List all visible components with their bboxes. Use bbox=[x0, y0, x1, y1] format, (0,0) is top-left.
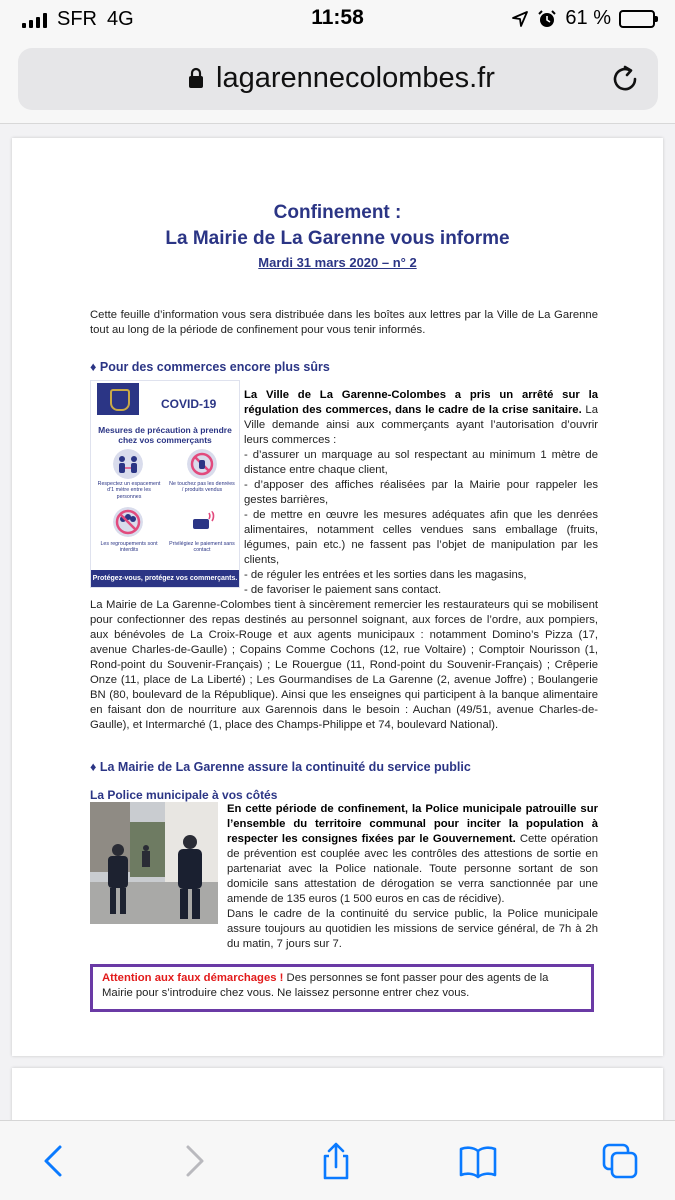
warning-box bbox=[90, 964, 594, 1012]
browser-chrome bbox=[0, 38, 675, 124]
poster-caption-4: Privilégiez le paiement sans contact bbox=[169, 541, 235, 554]
address-bar[interactable] bbox=[18, 48, 658, 110]
no-touch-icon bbox=[187, 449, 217, 479]
poster-caption-1: Respectez un espacement d’1 mètre entre les personnes bbox=[97, 481, 161, 500]
back-icon[interactable] bbox=[34, 1141, 74, 1181]
covid-poster bbox=[90, 380, 240, 588]
police-paragraph-2: Dans le cadre de la continuité du service public, la Police municipale assure toujours au quotidien les missions de service général, de 7h à 2h du matin, 7 jours sur 7. bbox=[227, 908, 598, 950]
commerces-item: - d’assurer un marquage au sol respectant au minimum 1 mètre de distance entre chaque client, bbox=[244, 449, 598, 476]
section-title-commerces: ♦ Pour des commerces encore plus sûrs bbox=[90, 360, 330, 374]
browser-toolbar bbox=[0, 1120, 675, 1200]
commerces-item: - de réguler les entrées et les sorties dans les magasins, bbox=[244, 569, 527, 581]
share-icon[interactable] bbox=[316, 1141, 356, 1181]
police-subtitle: La Police municipale à vos côtés bbox=[90, 788, 278, 802]
poster-caption-2: Ne touchez pas les denrées / produits vendus bbox=[169, 481, 235, 494]
police-text bbox=[227, 802, 598, 952]
doc-title-line1: Confinement : bbox=[273, 202, 402, 223]
poster-subtitle: Mesures de précaution à prendre chez vos commerçants bbox=[98, 425, 232, 445]
doc-title-line2: La Mairie de La Garenne vous informe bbox=[165, 228, 510, 249]
commerces-item: - de mettre en œuvre les mesures adéquates afin que les denrées alimentaires, notamment celles vendues sans emballage (fruits, légumes, pain etc.) ne fassent pas l’objet de manipulation par les clients, bbox=[244, 509, 598, 566]
police-photo bbox=[90, 802, 218, 924]
alarm-icon bbox=[537, 9, 557, 29]
warning-text: Des personnes se font passer pour des agents de la Mairie pour s’introduire chez vous. Ne laissez personne entrer chez vous. bbox=[102, 972, 549, 999]
police-rest: Cette opération de prévention est couplée avec les contrôles des attestions de sortie en partenariat avec la Police nationale. Toute personne sortant de son domicile sans attestation de dérogation se verra sanctionnée par une amende de 135 euros (1 500 euros en cas de récidive). bbox=[227, 833, 598, 905]
commerces-text bbox=[244, 388, 598, 598]
url-text[interactable]: lagarennecolombes.fr bbox=[216, 62, 495, 94]
contactless-payment-icon bbox=[187, 507, 217, 537]
commerces-bold: La Ville de La Garenne-Colombes a pris un arrêté sur la régulation des commerces, dans le cadre de la crise sanitaire. bbox=[244, 389, 598, 416]
doc-date-line: Mardi 31 mars 2020 – n° 2 bbox=[258, 255, 417, 270]
remerciements-paragraph: La Mairie de La Garenne-Colombes tient à sincèrement remercier les restaurateurs qui se mobilisent pour confectionner des repas destinés au personnel soignant, aux forces de l’ordre, aux pompiers, aux bénévoles de La Croix-Rouge et aux agents municipaux : notamment Domino’s Pizza (17, avenue Charles-de-Gaulle) ; Copains Comme Cochons (12, rue Voltaire) ; Comptoir Nourisson (1, Rond-point du Souvenir-Français) ; Le Rouergue (11, Rond-point du Souvenir-Français) ; Crêperie Onze (11, place de La Liberté) ; Les Gourmandises de La Garenne (2, avenue Joffre) ; Boulangerie BN (80, boulevard de la République). Ainsi que les enseignes qui participent à la banque alimentaire en faisant don de nourriture aux Garennois dans le besoin : Auchan (49/51, avenue Charles-de-Gaulle), et Intermarché (1, place des Champs-Philippe et 74, boulevard National). bbox=[90, 599, 598, 731]
location-arrow-icon bbox=[511, 10, 529, 28]
bookmarks-icon[interactable] bbox=[458, 1141, 498, 1181]
commerces-item: - de favoriser le paiement sans contact. bbox=[244, 584, 442, 596]
poster-caption-3: Les regroupements sont interdits bbox=[100, 541, 158, 554]
lock-icon bbox=[188, 67, 204, 89]
poster-title: COVID-19 bbox=[161, 397, 217, 411]
warning-title: Attention aux faux démarchages ! bbox=[102, 972, 284, 984]
document-page bbox=[12, 138, 663, 1056]
battery-icon bbox=[619, 10, 655, 28]
next-document-page bbox=[12, 1068, 663, 1128]
forward-icon[interactable] bbox=[174, 1141, 214, 1181]
no-groups-icon bbox=[113, 507, 143, 537]
commerces-item: - d’apposer des affiches réalisées par la Mairie pour rappeler les gestes barrières, bbox=[244, 479, 598, 506]
network-label: 4G bbox=[107, 8, 134, 30]
police-bold: En cette période de confinement, la Police municipale patrouille sur l’ensemble du territoire communal pour inciter la population à respecter les consignes fixées par le Gouvernement. bbox=[227, 803, 598, 845]
city-logo-icon bbox=[97, 383, 139, 415]
battery-percent: 61 % bbox=[565, 7, 611, 29]
reload-icon[interactable] bbox=[608, 62, 642, 96]
section-title-service-public: ♦ La Mairie de La Garenne assure la continuité du service public bbox=[90, 760, 471, 774]
clock: 11:58 bbox=[311, 6, 364, 29]
tabs-icon[interactable] bbox=[600, 1141, 640, 1181]
distance-icon bbox=[113, 449, 143, 479]
poster-footer: Protégez-vous, protégez vos commerçants. bbox=[91, 570, 239, 587]
intro-paragraph: Cette feuille d’information vous sera distribuée dans les boîtes aux lettres par la Ville de La Garenne tout au long de la période de confinement pour vous tenir informés. bbox=[90, 309, 598, 336]
commerces-rest: La Ville demande ainsi aux commerçants ayant l’autorisation d’ouvrir leurs commerces : bbox=[244, 404, 598, 446]
status-bar bbox=[0, 0, 675, 38]
status-right bbox=[511, 7, 655, 30]
carrier-label: SFR bbox=[57, 8, 97, 30]
